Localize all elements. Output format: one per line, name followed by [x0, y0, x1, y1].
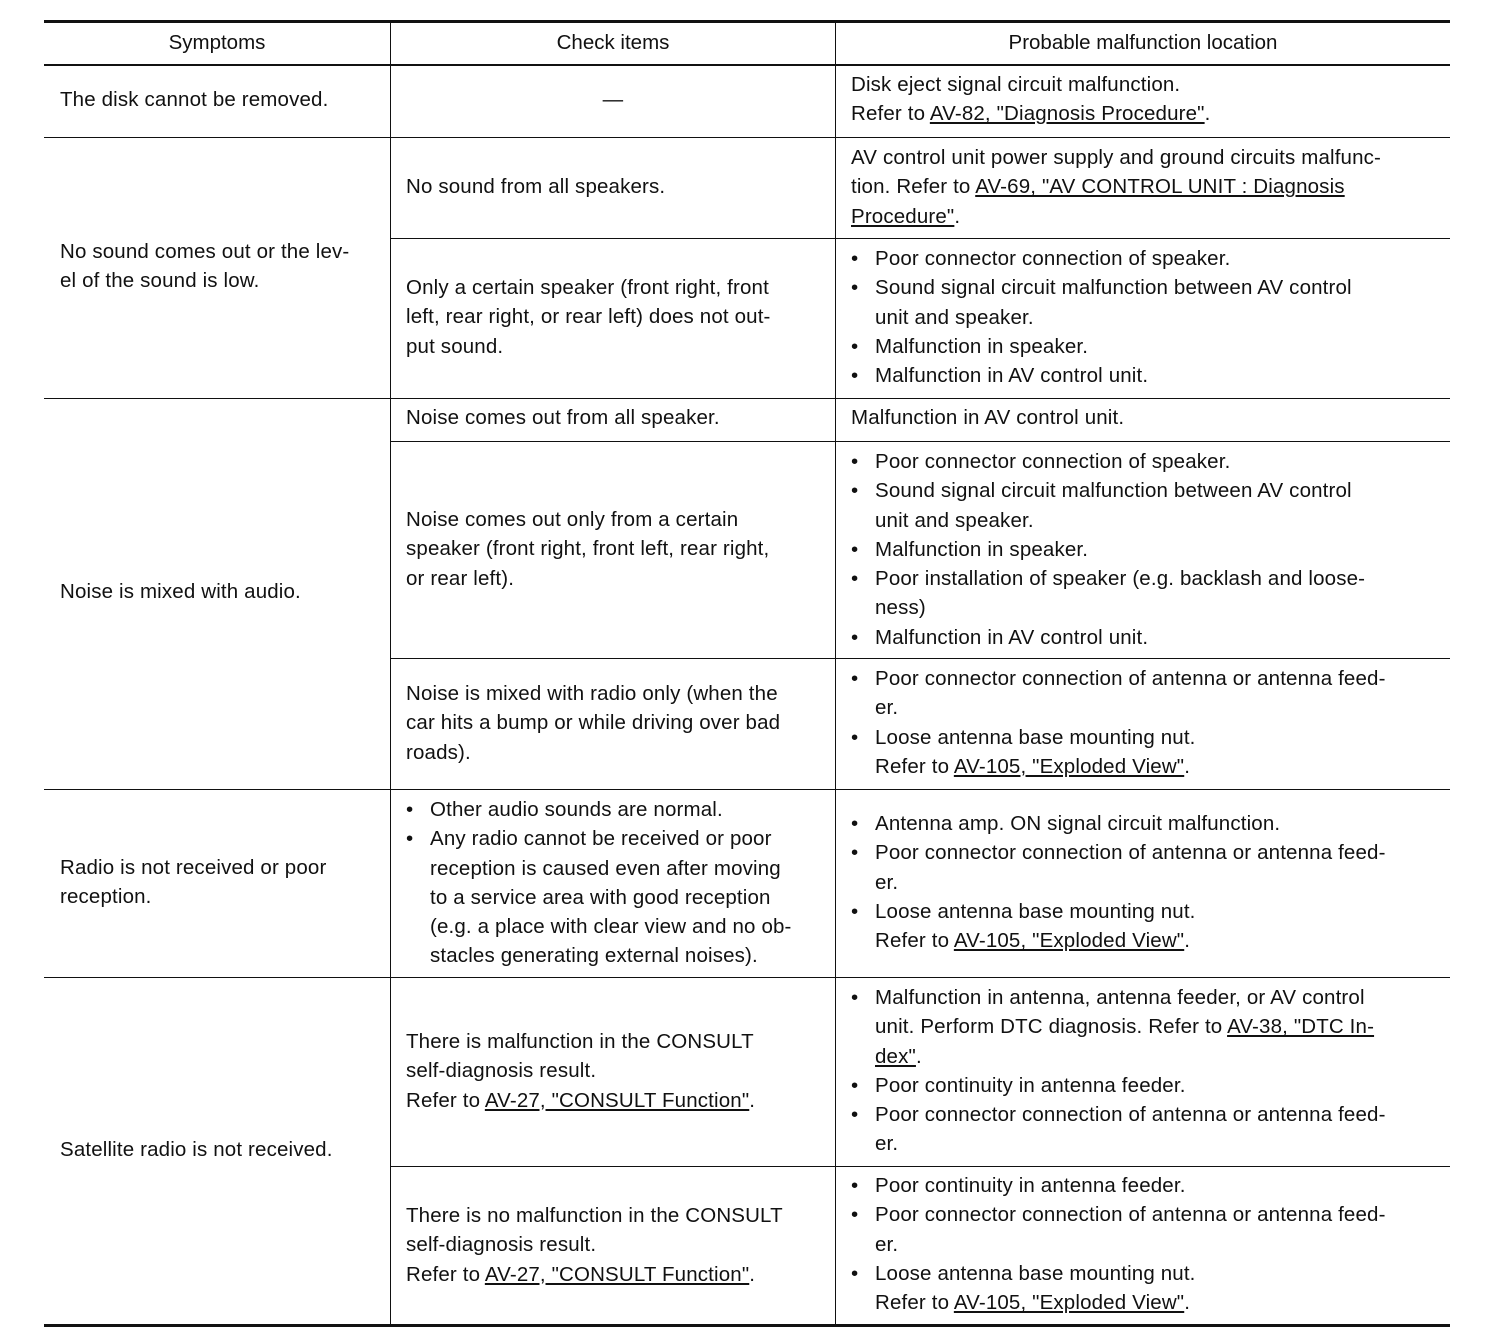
location-cell	[851, 447, 1365, 652]
text-line: There is no malfunction in the CONSULT	[406, 1204, 783, 1227]
bullet-item	[851, 983, 1386, 1071]
text: to a service area with good reception	[430, 885, 771, 909]
bullet-item	[851, 535, 1365, 564]
bullet-item	[851, 273, 1352, 332]
bullet: •	[851, 986, 859, 1009]
text: Any radio cannot be received or poor	[430, 827, 772, 851]
check-cell	[406, 795, 792, 971]
check-cell: No sound from all speakers.	[406, 175, 666, 198]
text: Loose antenna base mounting nut.	[875, 899, 1196, 923]
symptom-cell: The disk cannot be removed.	[60, 88, 329, 111]
dtc-index-link[interactable]: dex"	[875, 1044, 916, 1068]
bullet-item	[851, 244, 1352, 273]
bullet: •	[851, 479, 859, 503]
text: er.	[875, 870, 899, 894]
text: .	[954, 204, 961, 228]
bullet-item	[851, 1200, 1386, 1259]
text-line	[851, 99, 1210, 128]
bullet: •	[851, 841, 859, 865]
text: Sound signal circuit malfunction between AV control	[875, 479, 1352, 503]
bullet-item	[406, 824, 792, 970]
bullet-item	[851, 664, 1386, 723]
symptom-cell: Noise is mixed with audio.	[60, 580, 301, 603]
bullet: •	[406, 798, 414, 821]
bullet: •	[851, 247, 859, 270]
text: Refer to	[875, 929, 954, 953]
text-line	[851, 202, 1381, 231]
text: Malfunction in AV control unit.	[875, 625, 1149, 649]
text: Refer to	[406, 1088, 485, 1112]
bullet-item	[851, 1071, 1386, 1100]
text-line: speaker (front right, front left, rear right,	[406, 537, 770, 561]
text: er.	[875, 1232, 899, 1256]
text: er.	[875, 696, 899, 720]
av-control-unit-diagnosis-link[interactable]: AV-69, "AV CONTROL UNIT : Diagnosis	[975, 175, 1345, 199]
check-cell	[406, 273, 771, 361]
row-divider	[44, 137, 1450, 138]
text-line: roads).	[406, 740, 471, 764]
text: Sound signal circuit malfunction between AV control	[875, 276, 1352, 300]
cell-divider	[390, 238, 1450, 239]
text: Loose antenna base mounting nut.	[875, 725, 1196, 749]
header-symptoms: Symptoms	[168, 31, 266, 54]
bullet-item	[851, 1259, 1386, 1318]
consult-function-link[interactable]: AV-27, "CONSULT Function"	[484, 1262, 750, 1286]
text-line	[406, 1260, 783, 1289]
cell-divider	[390, 1166, 1450, 1167]
text: Poor connector connection of antenna or antenna feed-	[875, 1103, 1386, 1127]
text-line: Only a certain speaker (front right, front	[406, 276, 769, 299]
text: tion. Refer to	[851, 175, 976, 199]
header-probable-location: Probable malfunction location	[1008, 31, 1278, 54]
column-divider	[835, 22, 836, 1325]
text: Malfunction in speaker.	[875, 537, 1089, 561]
check-cell	[406, 505, 769, 593]
text: Poor connector connection of antenna or antenna feed-	[875, 667, 1386, 690]
text: Other audio sounds are normal.	[430, 798, 723, 821]
bullet: •	[851, 667, 859, 690]
text-line: No sound comes out or the lev-	[60, 240, 350, 263]
row-divider	[44, 789, 1450, 790]
header-check-items: Check items	[556, 31, 670, 54]
bullet-item	[851, 332, 1352, 361]
text: Poor connector connection of antenna or antenna feed-	[875, 1203, 1386, 1227]
text: .	[915, 1044, 922, 1068]
bullet: •	[406, 827, 414, 851]
cell-divider	[390, 441, 1450, 442]
text: Malfunction in antenna, antenna feeder, or AV control	[875, 986, 1365, 1009]
location-cell	[851, 664, 1386, 781]
text-line	[851, 172, 1381, 201]
bullet: •	[851, 567, 859, 591]
cell-divider	[390, 658, 1450, 659]
check-cell	[406, 1201, 783, 1289]
text-line: Radio is not received or poor	[60, 856, 327, 879]
bullet: •	[851, 1261, 859, 1285]
text: ness)	[875, 596, 926, 620]
text-line: AV control unit power supply and ground circuits malfunc-	[851, 146, 1382, 169]
bullet-item	[851, 809, 1386, 838]
check-cell: Noise comes out from all speaker.	[406, 406, 720, 429]
bullet-item	[851, 723, 1386, 782]
bullet-item	[851, 1171, 1386, 1200]
bullet-item	[851, 897, 1386, 956]
bullet: •	[851, 450, 859, 473]
text: Refer to	[875, 1291, 954, 1315]
text: Poor connector connection of speaker.	[875, 247, 1231, 270]
text: stacles generating external noises).	[430, 944, 758, 968]
text: .	[1204, 102, 1211, 126]
row-divider	[44, 977, 1450, 978]
text: Refer to	[406, 1262, 485, 1286]
text: .	[1184, 754, 1191, 778]
text: unit and speaker.	[875, 508, 1034, 532]
bullet-item	[851, 564, 1365, 623]
bullet: •	[851, 625, 859, 649]
bullet-item	[851, 476, 1365, 535]
column-divider	[390, 22, 391, 1325]
text: Loose antenna base mounting nut.	[875, 1261, 1196, 1285]
bullet: •	[851, 1174, 859, 1197]
location-cell	[851, 143, 1381, 231]
text: (e.g. a place with clear view and no ob-	[430, 915, 792, 939]
text-line: self-diagnosis result.	[406, 1233, 597, 1257]
table-bottom-border	[44, 1324, 1450, 1327]
check-cell: —	[602, 88, 624, 111]
text: .	[749, 1262, 756, 1286]
bullet: •	[851, 1203, 859, 1227]
bullet: •	[851, 812, 859, 835]
text-line: left, rear right, or rear left) does not out-	[406, 305, 771, 329]
bullet-item	[851, 838, 1386, 897]
text-line: car hits a bump or while driving over bad	[406, 711, 781, 735]
text: Malfunction in AV control unit.	[875, 364, 1149, 388]
text-line: el of the sound is low.	[60, 269, 260, 293]
table-top-border	[44, 20, 1450, 23]
text-line: Noise is mixed with radio only (when the	[406, 682, 778, 705]
text-line: put sound.	[406, 334, 504, 358]
bullet-item	[851, 1100, 1386, 1159]
bullet: •	[851, 276, 859, 300]
bullet-item	[851, 361, 1352, 390]
text-line: or rear left).	[406, 566, 515, 590]
text: Malfunction in speaker.	[875, 334, 1089, 358]
bullet: •	[851, 725, 859, 749]
header-bottom-border	[44, 64, 1450, 66]
text: Refer to	[875, 754, 954, 778]
bullet: •	[851, 364, 859, 388]
text: Antenna amp. ON signal circuit malfunction.	[875, 812, 1281, 835]
dtc-index-link[interactable]: AV-38, "DTC In-	[1227, 1015, 1375, 1039]
text: reception is caused even after moving	[430, 856, 781, 880]
av-control-unit-diagnosis-link[interactable]: Procedure"	[851, 204, 955, 228]
exploded-view-link[interactable]: AV-105, "Exploded View"	[953, 1291, 1185, 1315]
text: unit and speaker.	[875, 305, 1034, 329]
text: Refer to	[851, 102, 930, 126]
consult-function-link[interactable]: AV-27, "CONSULT Function"	[484, 1088, 750, 1112]
bullet: •	[851, 334, 859, 358]
location-cell	[851, 1171, 1386, 1317]
text-line: There is malfunction in the CONSULT	[406, 1030, 754, 1053]
text: Poor continuity in antenna feeder.	[875, 1073, 1186, 1097]
bullet: •	[851, 1073, 859, 1097]
location-cell	[851, 244, 1352, 390]
location-cell	[851, 809, 1386, 955]
symptom-cell: Satellite radio is not received.	[60, 1138, 333, 1161]
text-line: self-diagnosis result.	[406, 1059, 597, 1083]
check-cell	[406, 679, 780, 767]
location-cell: Malfunction in AV control unit.	[851, 406, 1125, 429]
text: Poor installation of speaker (e.g. backlash and loose-	[875, 567, 1366, 591]
bullet-item	[406, 795, 792, 824]
row-divider	[44, 398, 1450, 399]
bullet-item	[851, 447, 1365, 476]
location-cell	[851, 70, 1210, 129]
text: er.	[875, 1132, 899, 1156]
symptom-cell	[60, 237, 349, 296]
text-line: Disk eject signal circuit malfunction.	[851, 73, 1181, 96]
text-line: Noise comes out only from a certain	[406, 508, 739, 531]
text: Poor connector connection of antenna or antenna feed-	[875, 841, 1386, 865]
bullet: •	[851, 537, 859, 561]
bullet: •	[851, 899, 859, 923]
text-line	[406, 1086, 755, 1115]
text-line: reception.	[60, 885, 152, 909]
exploded-view-link[interactable]: AV-105, "Exploded View"	[953, 929, 1185, 953]
location-cell	[851, 983, 1386, 1159]
bullet: •	[851, 1103, 859, 1127]
check-cell	[406, 1027, 755, 1115]
text: unit. Perform DTC diagnosis. Refer to	[875, 1015, 1228, 1039]
diagnosis-procedure-link[interactable]: AV-82, "Diagnosis Procedure"	[929, 102, 1205, 126]
text: .	[1184, 929, 1191, 953]
symptom-cell	[60, 853, 326, 912]
bullet-item	[851, 623, 1365, 652]
exploded-view-link[interactable]: AV-105, "Exploded View"	[953, 754, 1185, 778]
text: .	[749, 1088, 756, 1112]
text: Poor continuity in antenna feeder.	[875, 1174, 1186, 1197]
text: Poor connector connection of speaker.	[875, 450, 1231, 473]
text: .	[1184, 1291, 1191, 1315]
